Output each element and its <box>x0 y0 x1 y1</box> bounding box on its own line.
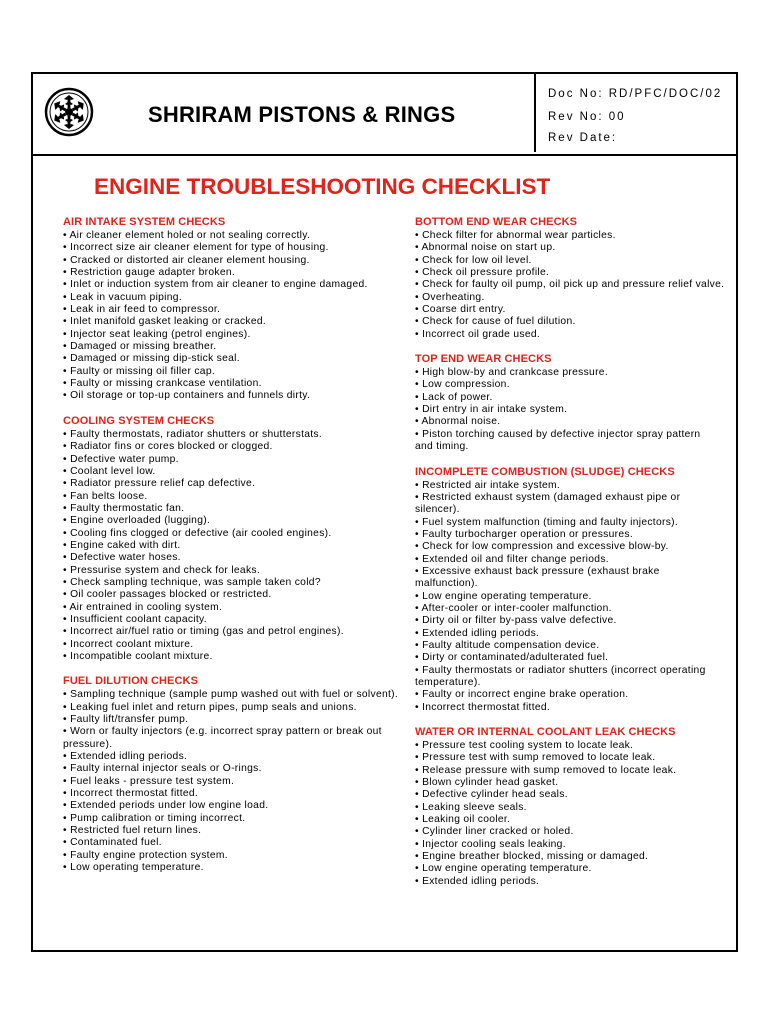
checklist-item: and timing. <box>415 441 469 453</box>
water-or-internal-coolant-leak-checks-section <box>415 726 725 888</box>
right-column <box>415 216 725 888</box>
doc-number: Doc No: RD/PFC/DOC/02 <box>548 88 723 100</box>
checklist-item: • Release pressure with sump removed to locate leak. <box>415 764 677 776</box>
document-header <box>33 74 736 156</box>
checklist-item: • Defective cylinder head seals. <box>415 789 568 801</box>
checklist-item: • Pressure test with sump removed to locate leak. <box>415 752 656 764</box>
checklist-item: • Engine caked with dirt. <box>63 539 181 551</box>
checklist-item: • Injector seat leaking (petrol engines). <box>63 328 251 340</box>
checklist-item: • Faulty turbocharger operation or pressures. <box>415 528 633 540</box>
checklist-item: • Leaking sleeve seals. <box>415 801 527 813</box>
checklist <box>63 429 399 664</box>
checklist-item: • Restricted air intake system. <box>415 479 561 491</box>
checklist-item: • Damaged or missing breather. <box>63 341 217 353</box>
checklist-item: • Check for low compression and excessive blow-by. <box>415 541 669 553</box>
checklist-item: • Faulty or incorrect engine brake operation. <box>415 689 629 701</box>
checklist-item: • Faulty thermostatic fan. <box>63 502 185 514</box>
checklist-item: • Oil storage or top-up containers and funnels dirty. <box>63 390 311 402</box>
checklist-item: • Leaking fuel inlet and return pipes, pump seals and unions. <box>63 701 357 713</box>
checklist-item: • Abnormal noise. <box>415 416 501 428</box>
checklist-item: • Cooling fins clogged or defective (air cooled engines). <box>63 527 332 539</box>
checklist-item: • Incompatible coolant mixture. <box>63 651 213 662</box>
checklist <box>415 740 725 888</box>
checklist-item: • Dirt entry in air intake system. <box>415 404 568 416</box>
checklist-item: • Blown cylinder head gasket. <box>415 777 559 789</box>
checklist-item: • Engine breather blocked, missing or damaged. <box>415 851 649 863</box>
checklist-item: • Coarse dirt entry. <box>415 304 506 316</box>
left-column <box>63 216 399 875</box>
checklist-item: • Incorrect thermostat fitted. <box>415 701 551 713</box>
checklist-item: • Check sampling technique, was sample taken cold? <box>63 576 321 588</box>
checklist-item: • Incorrect air/fuel ratio or timing (gas and petrol engines). <box>63 626 344 638</box>
checklist-item: • Incorrect oil grade used. <box>415 328 541 340</box>
checklist-item: • Contaminated fuel. <box>63 837 162 849</box>
checklist-item: • Piston torching caused by defective injector spray pattern <box>415 428 701 440</box>
checklist-item: • Radiator pressure relief cap defective. <box>63 478 256 490</box>
checklist-item: • Faulty thermostats, radiator shutters or shutterstats. <box>63 428 323 440</box>
checklist-item: • Restricted exhaust system (damaged exhaust pipe or silencer). <box>415 491 681 516</box>
air-intake-system-checks-section <box>63 216 399 403</box>
checklist-item: • Faulty or missing oil filler cap. <box>63 365 216 377</box>
checklist-item: • Restriction gauge adapter broken. <box>63 267 236 279</box>
checklist <box>415 367 725 453</box>
checklist-item: • High blow-by and crankcase pressure. <box>415 367 608 379</box>
checklist-item: • Cylinder liner cracked or holed. <box>415 826 574 838</box>
checklist-item: • Check filter for abnormal wear particles. <box>415 230 616 241</box>
section-heading: FUEL DILUTION CHECKS <box>63 675 199 688</box>
logo-cell <box>33 74 105 152</box>
checklist-item: • Dirty oil or filter by-pass valve defective. <box>415 615 617 627</box>
checklist-item: • Pressure test cooling system to locate leak. <box>415 740 634 752</box>
company-name: SHRIRAM PISTONS & RINGS <box>148 102 456 127</box>
checklist-item: • Faulty or missing crankcase ventilation. <box>63 378 262 390</box>
checklist-item: • Radiator fins or cores blocked or clogged. <box>63 441 273 453</box>
checklist-item: • Faulty lift/transfer pump. <box>63 714 189 726</box>
checklist-item: • Oil cooler passages blocked or restricted. <box>63 589 272 601</box>
section-heading: COOLING SYSTEM CHECKS <box>63 414 215 427</box>
checklist-item: • Lack of power. <box>415 391 493 403</box>
checklist-item: • Extended idling periods. <box>63 751 188 763</box>
checklist-item: • Pressurise system and check for leaks. <box>63 564 261 576</box>
top-end-wear-checks-section <box>415 353 725 453</box>
checklist-item: • Incorrect coolant mixture. <box>63 638 194 650</box>
checklist-item: • Air entrained in cooling system. <box>63 601 223 613</box>
checklist-item: • Inlet or induction system from air cleaner to engine damaged. <box>63 279 368 291</box>
checklist-item: • Extended oil and filter change periods. <box>415 553 609 565</box>
checklist-item: • Defective water pump. <box>63 453 179 465</box>
checklist-item: • Coolant level low. <box>63 465 156 477</box>
document-frame <box>31 72 738 952</box>
fuel-dilution-checks-section <box>63 675 399 874</box>
section-heading: INCOMPLETE COMBUSTION (SLUDGE) CHECKS <box>415 465 675 478</box>
checklist-item: • Leak in air feed to compressor. <box>63 304 221 316</box>
bottom-end-wear-checks-section <box>415 216 725 341</box>
checklist-item: • Air cleaner element holed or not sealing correctly. <box>63 230 311 241</box>
checklist <box>415 480 725 715</box>
checklist-item: • Excessive exhaust back pressure (exhaust brake malfunction). <box>415 565 660 590</box>
checklist-item: • Faulty internal injector seals or O-rings. <box>63 763 262 775</box>
checklist-item: • Check oil pressure profile. <box>415 267 550 279</box>
checklist-item: • Low compression. <box>415 379 510 391</box>
checklist-item: • Insufficient coolant capacity. <box>63 613 207 625</box>
revision-date: Rev Date: <box>548 132 618 144</box>
checklist-item: • Extended idling periods. <box>415 627 540 639</box>
checklist-item: • Check for low oil level. <box>415 254 532 266</box>
checklist-item: • Fuel system malfunction (timing and faulty injectors). <box>415 516 679 528</box>
checklist-item: • Damaged or missing dip-stick seal. <box>63 353 240 365</box>
checklist-item: • Check for cause of fuel dilution. <box>415 316 576 328</box>
checklist-item: • Leak in vacuum piping. <box>63 291 182 303</box>
checklist-item: • Overheating. <box>415 291 485 303</box>
checklist-item: • Incorrect size air cleaner element for type of housing. <box>63 242 329 254</box>
checklist-item: • Low engine operating temperature. <box>415 590 592 602</box>
checklist-item: • Fan belts loose. <box>63 490 148 502</box>
checklist <box>415 230 725 341</box>
section-heading: AIR INTAKE SYSTEM CHECKS <box>63 216 226 228</box>
checklist-item: • Faulty engine protection system. <box>63 849 228 861</box>
checklist-item: • Defective water hoses. <box>63 552 181 564</box>
snowflake-gear-logo-icon <box>44 87 94 137</box>
checklist-item: • Incorrect thermostat fitted. <box>63 788 199 800</box>
checklist-item: • Pump calibration or timing incorrect. <box>63 812 246 824</box>
checklist-item: • Check for faulty oil pump, oil pick up and pressure relief valve. <box>415 279 725 291</box>
checklist-item: • Low engine operating temperature. <box>415 863 592 875</box>
checklist-item: • Extended periods under low engine load. <box>63 800 269 812</box>
checklist-item: • Cracked or distorted air cleaner element housing. <box>63 254 310 266</box>
checklist-item: • Low operating temperature. <box>63 862 204 874</box>
checklist-item: • Injector cooling seals leaking. <box>415 838 566 850</box>
checklist-item: • Faulty thermostats or radiator shutters (incorrect operating temperature). <box>415 664 706 688</box>
checklist-item: • Inlet manifold gasket leaking or cracked. <box>63 316 267 328</box>
document-info-box <box>534 74 738 152</box>
cooling-system-checks-section <box>63 415 399 664</box>
revision-number: Rev No: 00 <box>548 111 626 123</box>
page-title: ENGINE TROUBLESHOOTING CHECKLIST <box>94 174 551 199</box>
checklist-item: • Worn or faulty injectors (e.g. incorrect spray pattern or break out pressure). <box>63 726 382 750</box>
incomplete-combustion-sludge-checks-section <box>415 466 725 715</box>
section-heading: BOTTOM END WEAR CHECKS <box>415 216 578 228</box>
checklist-item: • Extended idling periods. <box>415 875 540 887</box>
checklist-item: • Restricted fuel return lines. <box>63 825 202 837</box>
checklist-item: • Engine overloaded (lugging). <box>63 515 211 527</box>
checklist-item: • Leaking oil cooler. <box>415 814 511 826</box>
checklist-item: • Sampling technique (sample pump washed out with fuel or solvent). <box>63 689 399 701</box>
checklist-item: • After-cooler or inter-cooler malfunction. <box>415 602 612 614</box>
section-heading: WATER OR INTERNAL COOLANT LEAK CHECKS <box>415 726 676 739</box>
section-heading: TOP END WEAR CHECKS <box>415 353 552 366</box>
checklist <box>63 689 399 874</box>
checklist-item: • Abnormal noise on start up. <box>415 242 556 254</box>
checklist-item: • Fuel leaks - pressure test system. <box>63 775 235 787</box>
checklist-item: • Faulty altitude compensation device. <box>415 639 600 651</box>
checklist <box>63 230 399 403</box>
checklist-item: • Dirty or contaminated/adulterated fuel. <box>415 652 609 664</box>
